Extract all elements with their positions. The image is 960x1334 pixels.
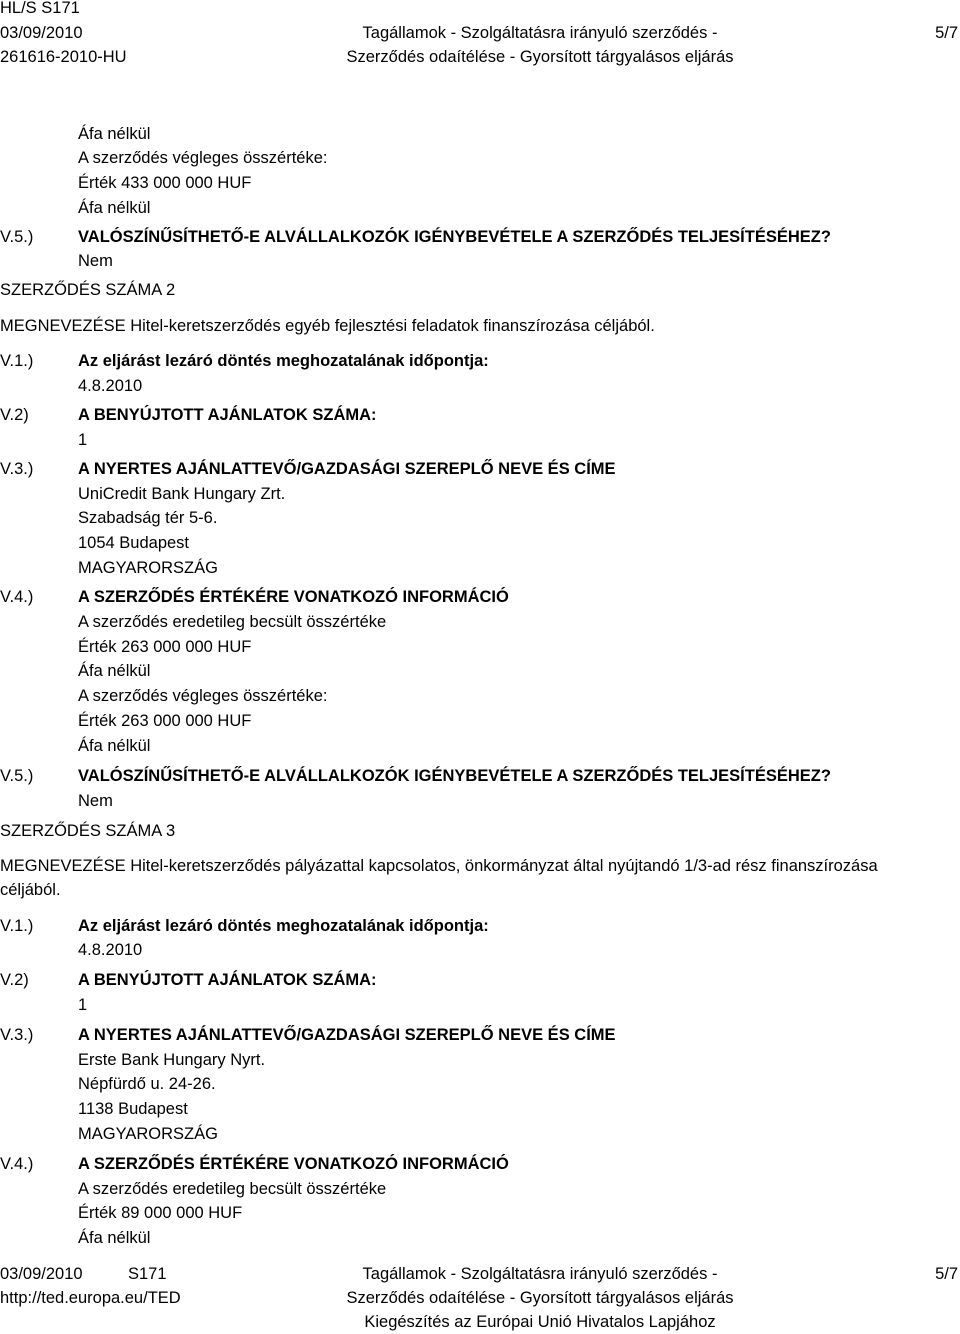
c2-estimated-value-label: A szerződés eredetileg becsült összértéke bbox=[78, 613, 387, 631]
footer-date: 03/09/2010 bbox=[0, 1265, 83, 1283]
c2-offers-count: 1 bbox=[78, 431, 88, 449]
header-page-number: 5/7 bbox=[935, 24, 958, 42]
c2-winner-title: A NYERTES AJÁNLATTEVŐ/GAZDASÁGI SZEREPLŐ NEVE ÉS CÍME bbox=[78, 460, 616, 478]
c3-decision-date: 4.8.2010 bbox=[78, 941, 143, 959]
c3-section-v1-number: V.1.) bbox=[0, 917, 34, 935]
c3-decision-date-title: Az eljárást lezáró döntés meghozatalának időpontja: bbox=[78, 917, 489, 935]
c2-final-vat-note: Áfa nélkül bbox=[78, 737, 151, 755]
c2-decision-date: 4.8.2010 bbox=[78, 377, 143, 395]
c3-offers-count: 1 bbox=[78, 996, 88, 1014]
c2-section-v5-number: V.5.) bbox=[0, 767, 34, 785]
c3-winner-title: A NYERTES AJÁNLATTEVŐ/GAZDASÁGI SZEREPLŐ NEVE ÉS CÍME bbox=[78, 1026, 616, 1044]
top-final-value-label: A szerződés végleges összértéke: bbox=[78, 149, 328, 167]
footer-title-line2: Szerződés odaítélése - Gyorsított tárgyalásos eljárás bbox=[346, 1289, 734, 1307]
contract-2-heading: SZERZŐDÉS SZÁMA 2 bbox=[0, 281, 176, 299]
contract-2-description: MEGNEVEZÉSE Hitel-keretszerződés egyéb fejlesztési feladatok finanszírozása céljából. bbox=[0, 317, 655, 335]
footer-title-line1: Tagállamok - Szolgáltatásra irányuló szerződés - bbox=[362, 1265, 718, 1283]
header-ref-code: HL/S S171 bbox=[0, 0, 80, 17]
c2-final-value-label: A szerződés végleges összértéke: bbox=[78, 687, 328, 705]
contract-3-description-line1: MEGNEVEZÉSE Hitel-keretszerződés pályázattal kapcsolatos, önkormányzat által nyújtandó 1/3-ad rész finanszírozása bbox=[0, 857, 878, 875]
c2-winner-country: MAGYARORSZÁG bbox=[78, 559, 218, 577]
header-title-line1: Tagállamok - Szolgáltatásra irányuló szerződés - bbox=[362, 24, 718, 42]
top-subcontract-answer: Nem bbox=[78, 252, 113, 270]
c3-section-v3-number: V.3.) bbox=[0, 1026, 34, 1044]
c3-estimated-value: Érték 89 000 000 HUF bbox=[78, 1204, 243, 1222]
top-vat-note: Áfa nélkül bbox=[78, 125, 151, 143]
c2-section-v1-number: V.1.) bbox=[0, 352, 34, 370]
footer-series: S171 bbox=[128, 1265, 167, 1283]
c2-final-value: Érték 263 000 000 HUF bbox=[78, 712, 252, 730]
c2-section-v3-number: V.3.) bbox=[0, 460, 34, 478]
c2-winner-city: 1054 Budapest bbox=[78, 534, 190, 552]
c2-winner-name: UniCredit Bank Hungary Zrt. bbox=[78, 485, 286, 503]
c2-section-v2-number: V.2) bbox=[0, 406, 29, 424]
footer-url[interactable]: http://ted.europa.eu/TED bbox=[0, 1289, 181, 1307]
c2-subcontract-answer: Nem bbox=[78, 792, 113, 810]
top-vat-note-2: Áfa nélkül bbox=[78, 199, 151, 217]
c3-section-v2-number: V.2) bbox=[0, 971, 29, 989]
footer-page-number: 5/7 bbox=[935, 1265, 958, 1283]
top-final-value: Érték 433 000 000 HUF bbox=[78, 174, 252, 192]
c3-section-v4-number: V.4.) bbox=[0, 1155, 34, 1173]
c2-winner-street: Szabadság tér 5-6. bbox=[78, 509, 218, 527]
c3-estimated-vat-note: Áfa nélkül bbox=[78, 1229, 151, 1247]
c3-winner-country: MAGYARORSZÁG bbox=[78, 1125, 218, 1143]
c3-winner-street: Népfürdő u. 24-26. bbox=[78, 1075, 216, 1093]
c2-offers-count-title: A BENYÚJTOTT AJÁNLATOK SZÁMA: bbox=[78, 406, 377, 424]
c3-offers-count-title: A BENYÚJTOTT AJÁNLATOK SZÁMA: bbox=[78, 971, 377, 989]
c3-value-info-title: A SZERZŐDÉS ÉRTÉKÉRE VONATKOZÓ INFORMÁCIÓ bbox=[78, 1155, 509, 1173]
c2-subcontract-question: VALÓSZÍNŰSÍTHETŐ-E ALVÁLLALKOZÓK IGÉNYBEVÉTELE A SZERZŐDÉS TELJESÍTÉSÉHEZ? bbox=[78, 767, 831, 785]
contract-3-description-line2: céljából. bbox=[0, 881, 61, 899]
c3-winner-city: 1138 Budapest bbox=[78, 1100, 188, 1118]
contract-3-heading: SZERZŐDÉS SZÁMA 3 bbox=[0, 822, 176, 840]
c2-section-v4-number: V.4.) bbox=[0, 588, 34, 606]
header-title-line2: Szerződés odaítélése - Gyorsított tárgyalásos eljárás bbox=[346, 48, 734, 66]
c2-decision-date-title: Az eljárást lezáró döntés meghozatalának időpontja: bbox=[78, 352, 489, 370]
top-subcontract-question: VALÓSZÍNŰSÍTHETŐ-E ALVÁLLALKOZÓK IGÉNYBEVÉTELE A SZERZŐDÉS TELJESÍTÉSÉHEZ? bbox=[78, 228, 831, 246]
header-notice-id: 261616-2010-HU bbox=[0, 48, 127, 66]
c3-winner-name: Erste Bank Hungary Nyrt. bbox=[78, 1051, 266, 1069]
header-date: 03/09/2010 bbox=[0, 24, 83, 42]
c3-estimated-value-label: A szerződés eredetileg becsült összértéke bbox=[78, 1180, 387, 1198]
footer-title-line3: Kiegészítés az Európai Unió Hivatalos Lapjához bbox=[364, 1313, 716, 1331]
c2-value-info-title: A SZERZŐDÉS ÉRTÉKÉRE VONATKOZÓ INFORMÁCIÓ bbox=[78, 588, 509, 606]
c2-estimated-vat-note: Áfa nélkül bbox=[78, 662, 151, 680]
c2-estimated-value: Érték 263 000 000 HUF bbox=[78, 638, 252, 656]
top-subcontract-section-number: V.5.) bbox=[0, 228, 34, 246]
